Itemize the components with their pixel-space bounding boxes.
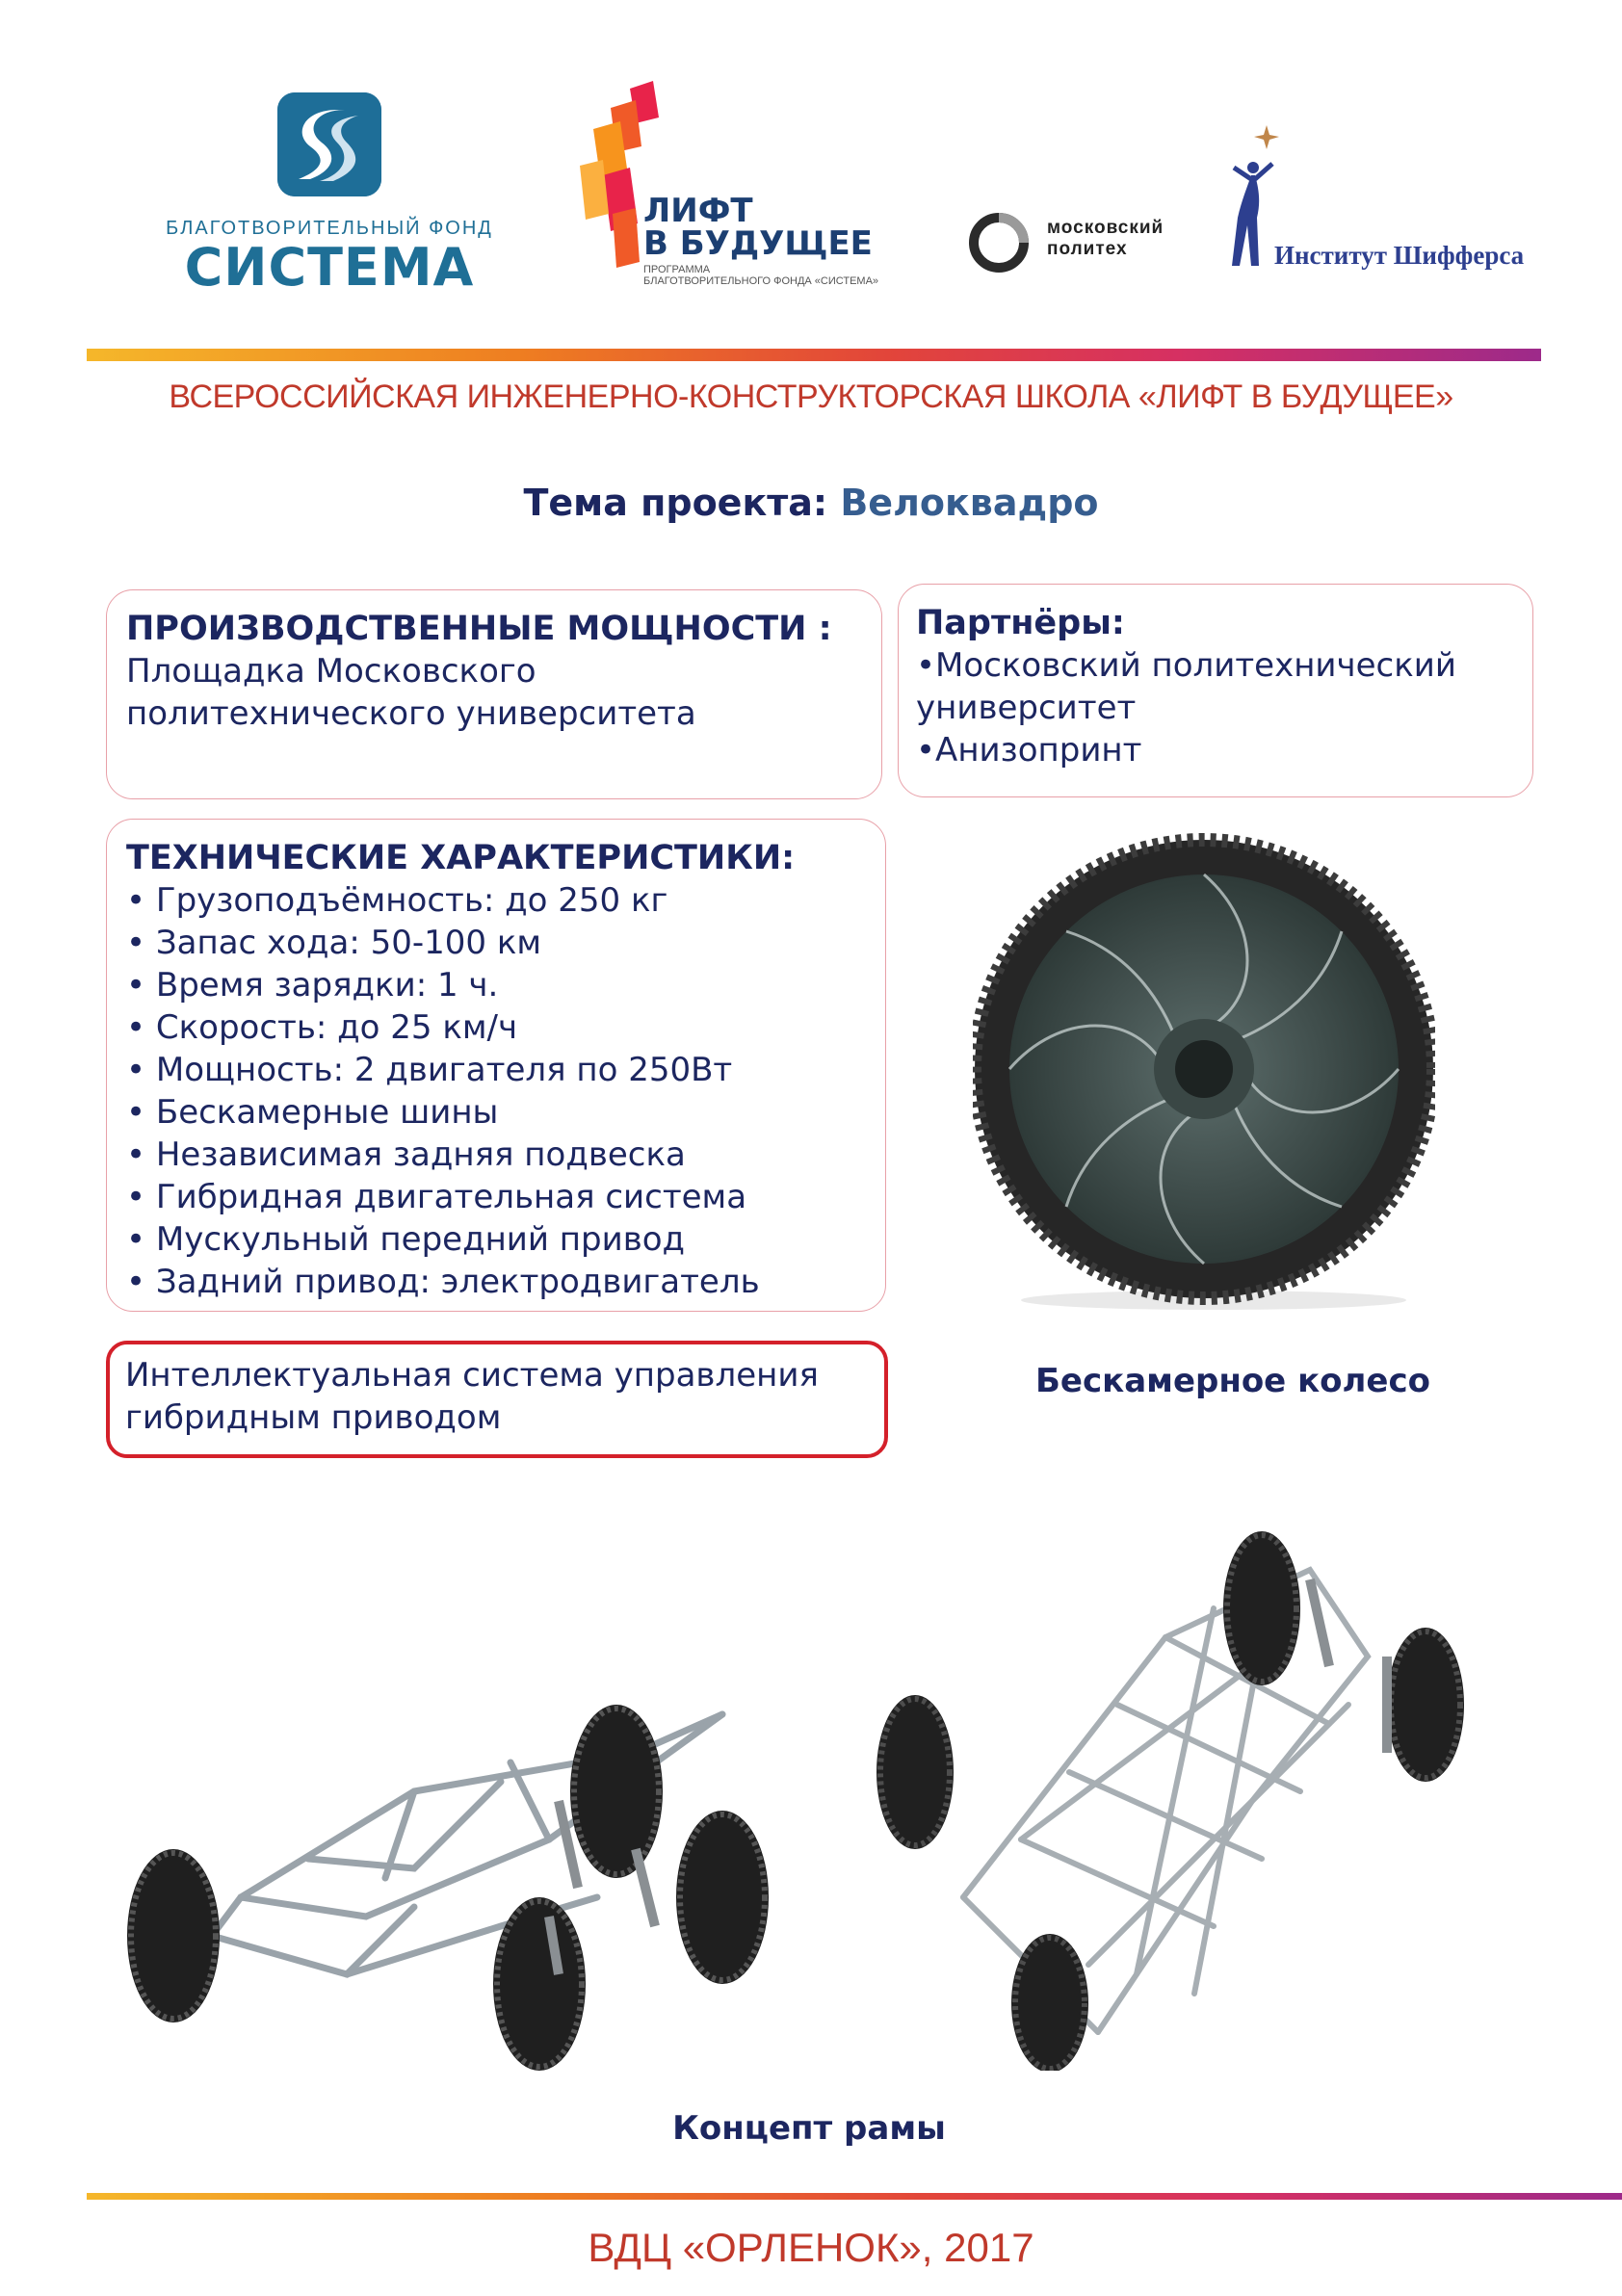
production-box: [106, 589, 882, 799]
intellectual-line: гибридным приводом: [125, 1398, 502, 1437]
topic-value: Велоквадро: [840, 482, 1099, 524]
tech-heading: ТЕХНИЧЕСКИЕ ХАРАКТЕРИСТИКИ:: [126, 839, 796, 877]
lift-wordmark: ЛИФТ В БУДУЩЕЕ: [643, 192, 873, 263]
production-line: политехнического университета: [126, 694, 696, 733]
top-divider: [87, 349, 1541, 361]
tech-item: • Задний привод: электродвигатель: [126, 1263, 760, 1301]
sistema-caption: БЛАГОТВОРИТЕЛЬНЫЙ ФОНД: [166, 218, 493, 239]
partners-line: •Московский политехнический: [916, 646, 1456, 685]
project-topic: [0, 482, 1622, 524]
sistema-logo: [154, 92, 501, 298]
lift-logo: [574, 79, 882, 300]
tech-item: • Скорость: до 25 км/ч: [126, 1008, 518, 1047]
footer-text: ВДЦ «ОРЛЕНОК», 2017: [588, 2225, 1034, 2270]
sistema-wordmark: СИСТЕМА: [184, 237, 475, 298]
wheel-caption: Бескамерное колесо: [1035, 1362, 1430, 1400]
partners-box: [898, 584, 1533, 797]
tech-item: • Независимая задняя подвеска: [126, 1135, 686, 1174]
tech-item: • Гибридная двигательная система: [126, 1178, 747, 1216]
polytech-emblem-icon: [968, 212, 1030, 274]
tech-list: [126, 879, 866, 1303]
intellectual-line: Интеллектуальная система управления: [125, 1356, 819, 1395]
sistema-emblem-icon: [277, 92, 381, 196]
frame-concept-image-right: [848, 1512, 1483, 2071]
tech-specs-box: [106, 819, 886, 1312]
polytech-wordmark: московский политех: [1047, 218, 1164, 259]
tech-item: • Время зарядки: 1 ч.: [126, 966, 499, 1004]
polytech-logo: [968, 212, 1199, 275]
lift-subtitle: ПРОГРАММА БЛАГОТВОРИТЕЛЬНОГО ФОНДА «СИСТЕМА»: [643, 264, 879, 287]
shiffers-wordmark: Институт Шифферса: [1274, 241, 1525, 270]
tech-item: • Мускульный передний привод: [126, 1220, 686, 1259]
production-heading: ПРОИЗВОДСТВЕННЫЕ МОЩНОСТИ :: [126, 610, 832, 648]
frame-illustration-left: [96, 1657, 838, 2080]
intellectual-system-box: [106, 1341, 888, 1458]
tubeless-wheel-image: [973, 809, 1435, 1319]
partners-line: •Анизопринт: [916, 731, 1142, 770]
production-line: Площадка Московского: [126, 652, 536, 691]
tech-item: • Мощность: 2 двигателя по 250Вт: [126, 1051, 733, 1089]
wheel-illustration: [973, 809, 1435, 1319]
topic-label: Тема проекта:: [523, 482, 828, 524]
partners-line: университет: [916, 689, 1137, 727]
tech-item: • Бескамерные шины: [126, 1093, 499, 1132]
bottom-divider: [87, 2193, 1622, 2200]
frame-concept-image-left: [96, 1657, 838, 2080]
tech-item: • Запас хода: 50-100 км: [126, 924, 542, 962]
tech-item: • Грузоподъёмность: до 250 кг: [126, 881, 668, 920]
shiffers-logo: [1218, 125, 1525, 279]
frame-caption: Концепт рамы: [672, 2109, 946, 2148]
partners-heading: Партнёры:: [916, 604, 1125, 642]
school-title: ВСЕРОССИЙСКАЯ ИНЖЕНЕРНО-КОНСТРУКТОРСКАЯ ШКОЛА «ЛИФТ В БУДУЩЕЕ»: [169, 378, 1453, 415]
frame-illustration-right: [848, 1512, 1483, 2071]
